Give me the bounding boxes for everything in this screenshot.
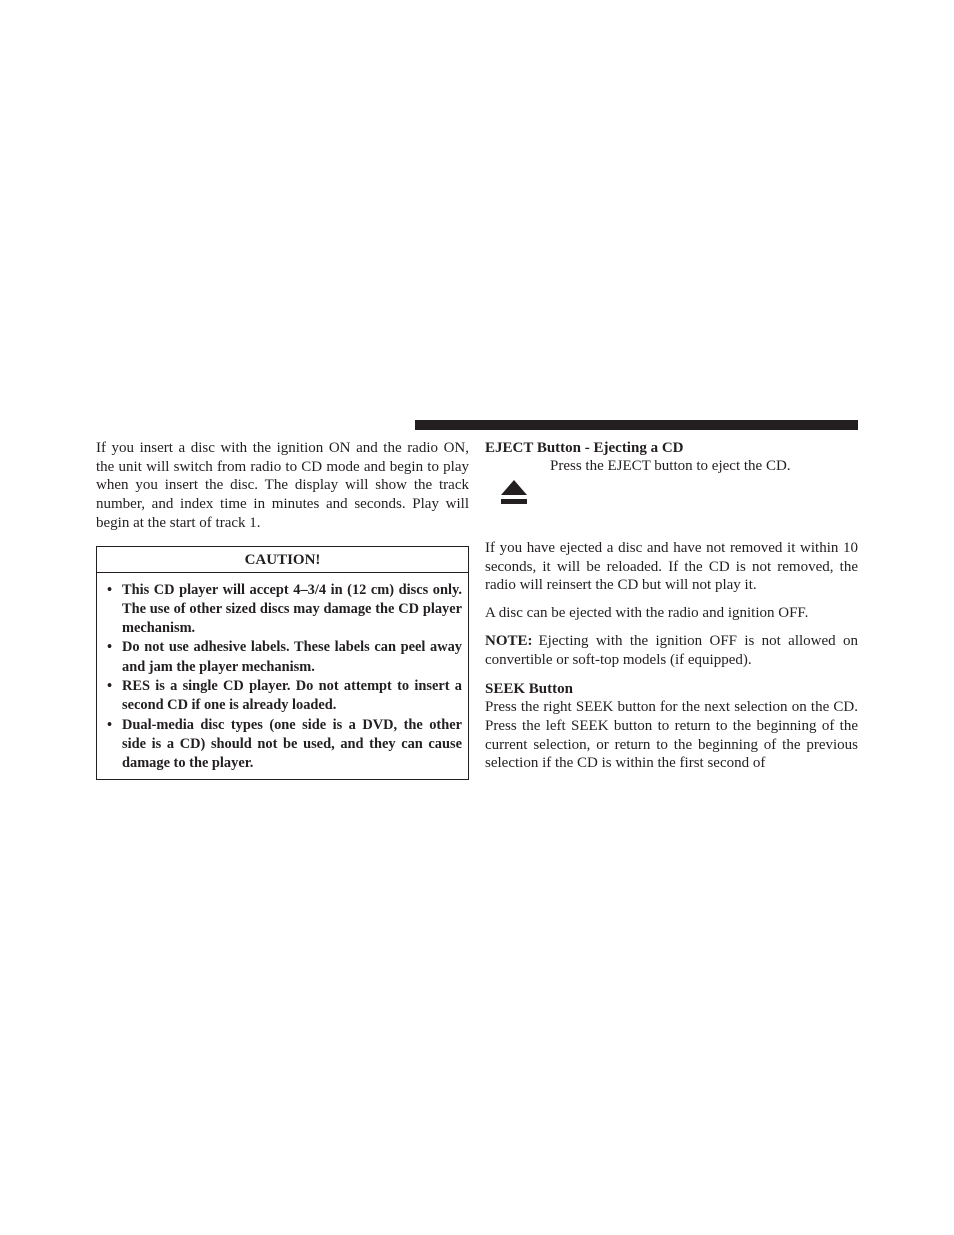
caution-item [105, 638, 462, 677]
right-column [485, 439, 858, 773]
caution-item-text: Do not use adhesive labels. These labels can peel away and jam the player mechanism. [122, 639, 462, 675]
note-label: NOTE: [485, 632, 533, 649]
bullet-icon: • [107, 639, 113, 656]
intro-paragraph: If you insert a disc with the ignition ON and the radio ON, the unit will switch from radio to CD mode and begin to play when you insert the disc. The display will show the track number, and index time in minutes and seconds. Play will begin at the start of track 1. [96, 440, 469, 531]
caution-item-text: RES is a single CD player. Do not attempt to insert a second CD if one is already loaded. [122, 678, 462, 714]
caution-item [105, 677, 462, 716]
caution-title: CAUTION! [97, 547, 468, 573]
seek-paragraph: Press the right SEEK button for the next selection on the CD. Press the left SEEK button to return to the beginning of the current selection, or return to the beginning of the previous selection if the CD is within the first second of [485, 699, 858, 772]
note-text: Ejecting with the ignition OFF is not allowed on convertible or soft-top models (if equipped). [485, 632, 858, 668]
section-header-bar [415, 420, 858, 430]
eject-icon [500, 478, 528, 505]
eject-heading: EJECT Button - Ejecting a CD [485, 440, 684, 456]
caution-item-text: This CD player will accept 4–3/4 in (12 cm) discs only. The use of other sized discs may damage the CD player mechanism. [122, 581, 462, 637]
bullet-icon: • [107, 716, 113, 733]
reload-paragraph: If you have ejected a disc and have not removed it within 10 seconds, it will be reloaded. If the CD is not removed, the radio will reinsert the CD but will not play it. [485, 540, 858, 594]
caution-item [105, 716, 462, 774]
caution-box [96, 546, 469, 781]
seek-heading: SEEK Button [485, 681, 573, 698]
eject-instruction: Press the EJECT button to eject the CD. [550, 458, 791, 474]
caution-item [105, 581, 462, 639]
bullet-icon: • [107, 678, 113, 694]
eject-row [485, 457, 858, 539]
caution-item-text: Dual-media disc types (one side is a DVD, the other side is a CD) should not be used, and they can cause damage to the player. [122, 716, 462, 772]
left-column [96, 439, 469, 780]
caution-list [97, 573, 468, 780]
note-paragraph [485, 632, 858, 669]
bullet-icon: • [107, 581, 113, 598]
off-paragraph: A disc can be ejected with the radio and ignition OFF. [485, 605, 809, 622]
